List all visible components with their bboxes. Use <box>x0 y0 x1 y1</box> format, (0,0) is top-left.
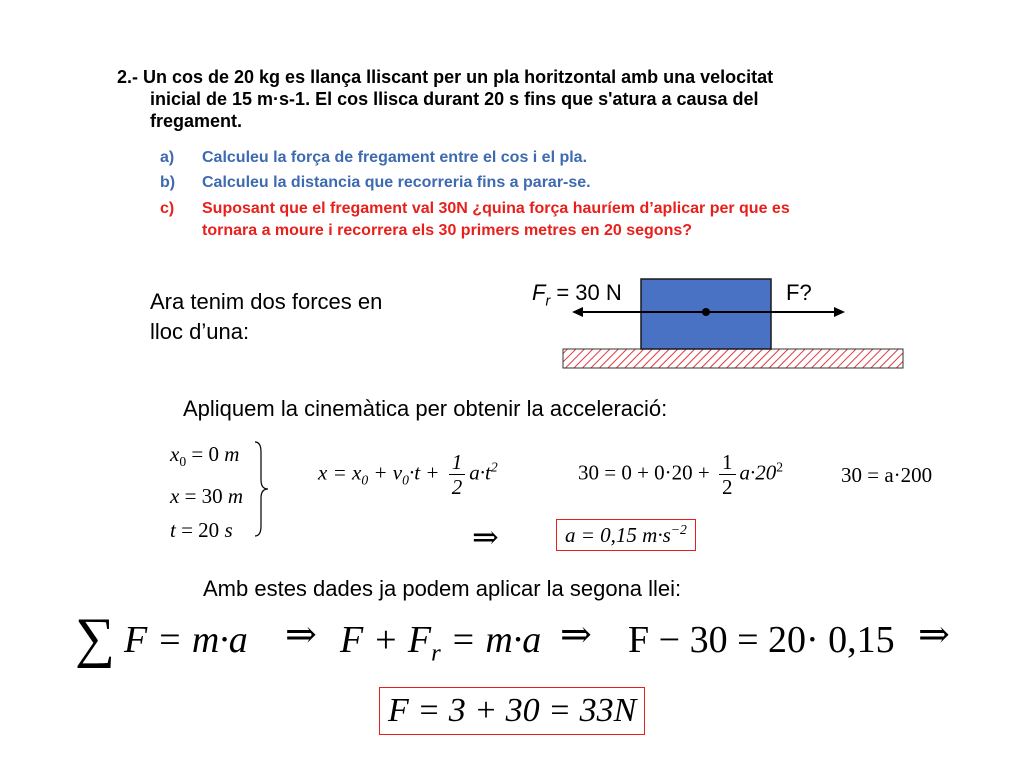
problem-statement <box>117 66 997 132</box>
position-equation: $x = x_0 + v_0\cdot t$ + $\frac{1}{2}$ $a\cdot t^2$ <box>318 450 498 500</box>
second-law-heading: Amb estes dades ja podem aplicar la segona llei: <box>203 576 682 601</box>
item-a-label: a) <box>160 149 175 166</box>
two-forces-line-1: Ara tenim dos forces en <box>150 289 383 314</box>
item-c-label: c) <box>160 200 175 217</box>
item-a-text: Calculeu la força de fregament entre el cos i el pla. <box>202 149 588 166</box>
problem-line-2: inicial de 15 m·s-1. El cos llisca durant 20 s fins que s'atura a causa del <box>150 89 759 109</box>
final-result: F = 3 + 30 = 33N <box>379 687 645 735</box>
two-forces-text <box>150 287 382 347</box>
friction-label: $F_r = 30$ N <box>532 280 622 310</box>
substituted-equation: 30 = 0 + 0·20 + $\frac{1}{2}$ $a\cdot 20^2$ <box>578 450 784 500</box>
item-a <box>160 148 960 170</box>
sum-symbol: ∑ <box>75 607 115 669</box>
two-forces-line-2: lloc d’una: <box>150 319 250 344</box>
newton-eq-1: F = m·a <box>124 619 248 661</box>
kinematics-heading: Apliquem la cinemàtica per obtenir la acceleració: <box>183 396 668 421</box>
item-b-label: b) <box>160 174 176 191</box>
implies-arrow-3: ⇒ <box>560 614 592 656</box>
data-system <box>170 437 243 547</box>
brace <box>252 440 272 538</box>
half-fraction-2: $\frac{1}{2}$ <box>719 450 736 499</box>
item-b <box>160 173 960 195</box>
implies-arrow-2: ⇒ <box>285 614 317 656</box>
implies-arrow-1: ⇒ <box>472 519 499 555</box>
item-c-text-2: tornara a moure i recorrera els 30 primers metres en 20 segons? <box>202 222 693 239</box>
implies-arrow-4: ⇒ <box>918 614 950 656</box>
half-fraction: $\frac{1}{2}$ <box>449 450 466 499</box>
item-c-text: Suposant que el fregament val 30N ¿quina força hauríem d’aplicar per que es <box>202 200 790 217</box>
item-b-text: Calculeu la distancia que recorreria fins a parar-se. <box>202 174 591 191</box>
newton-eq-2: $F + F_r = m\cdot a$ <box>340 619 542 667</box>
problem-line-1: 2.- Un cos de 20 kg es llança lliscant per un pla horitzontal amb una velocitat <box>117 67 774 87</box>
problem-line-3: fregament. <box>150 111 243 131</box>
newton-eq-3: F − 30 = 20· 0,15 <box>628 619 895 661</box>
ground-surface <box>563 349 903 368</box>
simple-equation: 30 = a·200 <box>841 463 933 487</box>
data-t: t = 20 s <box>170 518 233 543</box>
item-c <box>160 199 960 243</box>
data-x: x = 30 m <box>170 484 244 509</box>
force-arrow-head <box>834 307 845 317</box>
center-point <box>702 308 710 316</box>
force-label: F? <box>786 280 812 305</box>
data-x0: $x_0 = 0$ m <box>170 442 240 470</box>
acceleration-result: a = 0,15 $m\cdot s^{-2}$ <box>556 519 696 551</box>
